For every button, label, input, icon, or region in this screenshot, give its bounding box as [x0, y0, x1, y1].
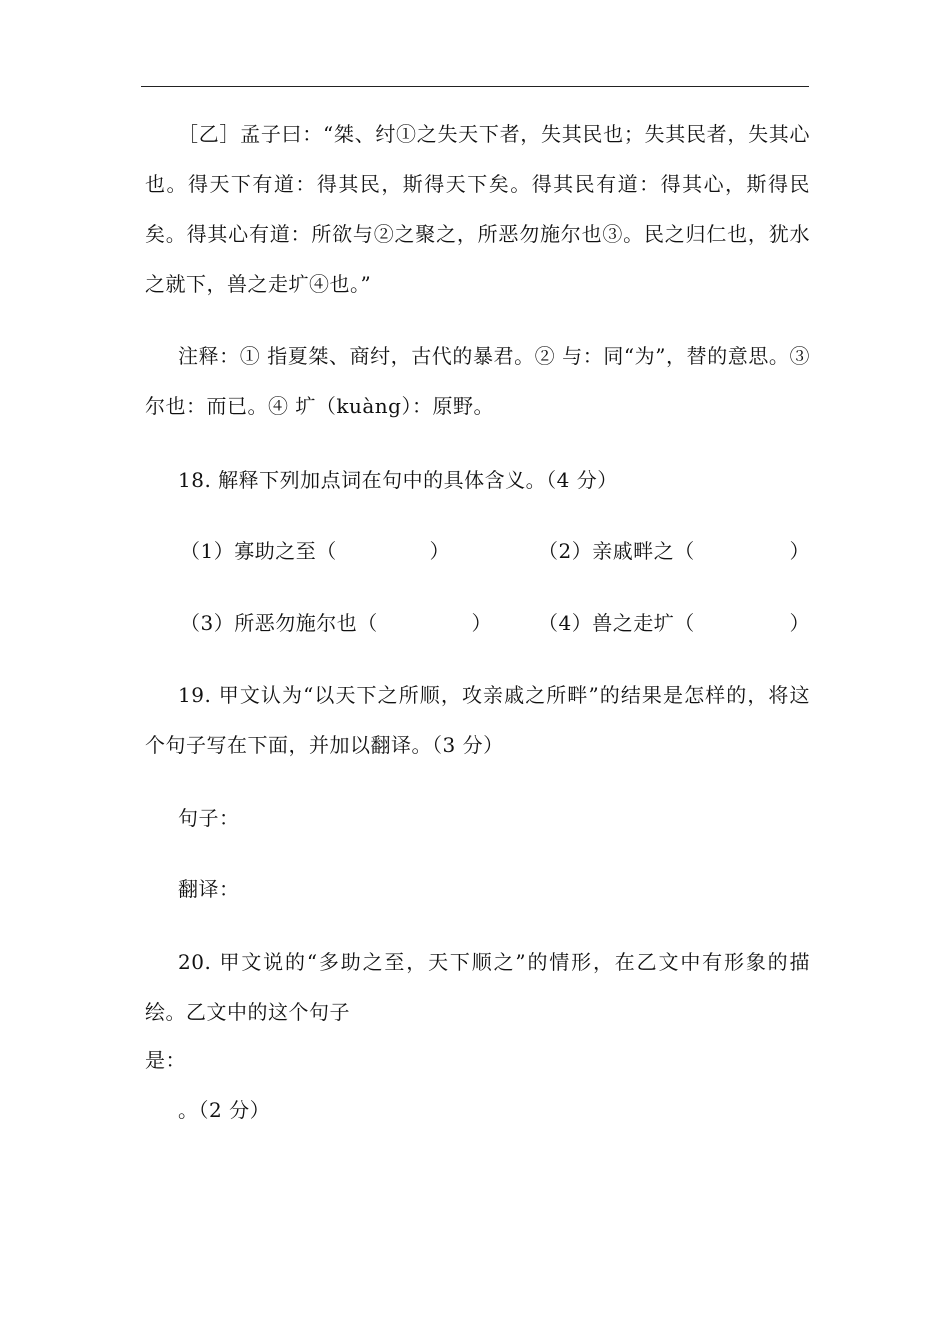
- notes: 注释：① 指夏桀、商纣，古代的暴君。② 与：同“为”，替的意思。③ 尔也：而已。④ 圹（kuàng）：原野。: [145, 344, 810, 418]
- question-18: 18. 解释下列加点词在句中的具体含义。（4 分）: [178, 468, 618, 492]
- q18-item-1: （1）寡助之至（: [180, 539, 337, 563]
- q19-sentence-label: 句子：: [178, 806, 240, 830]
- q20-score-suffix: 。（2 分）: [178, 1098, 271, 1122]
- q18-item-2-close: ）: [789, 539, 810, 563]
- top-rule: [141, 86, 809, 87]
- q18-item-2: （2）亲戚畔之（: [538, 539, 695, 563]
- passage-b: ［乙］孟子曰：“桀、纣①之失天下者，失其民也；失其民者，失其心也。得天下有道：得其民，斯得天下矣。得其民有道：得其心，斯得民矣。得其心有道：所欲与②之聚之，所恶勿施尔也③。民之归仁也，犹水之就下，兽之走圹④也。”: [145, 122, 810, 296]
- q19-translation-label: 翻译：: [178, 877, 240, 901]
- question-19: 19. 甲文认为“以天下之所顺，攻亲戚之所畔”的结果是怎样的，将这个句子写在下面，并加以翻译。（3 分）: [145, 683, 810, 757]
- q18-item-4-close: ）: [789, 611, 810, 635]
- q18-item-3: （3）所恶勿施尔也（: [180, 611, 378, 635]
- q18-item-1-close: ）: [429, 539, 450, 563]
- question-20: 20. 甲文说的“多助之至，天下顺之”的情形，在乙文中有形象的描绘。乙文中的这个句子: [145, 950, 810, 1024]
- q18-item-4: （4）兽之走圹（: [538, 611, 695, 635]
- q20-answer-prefix: 是：: [145, 1048, 186, 1072]
- q18-item-3-close: ）: [471, 611, 492, 635]
